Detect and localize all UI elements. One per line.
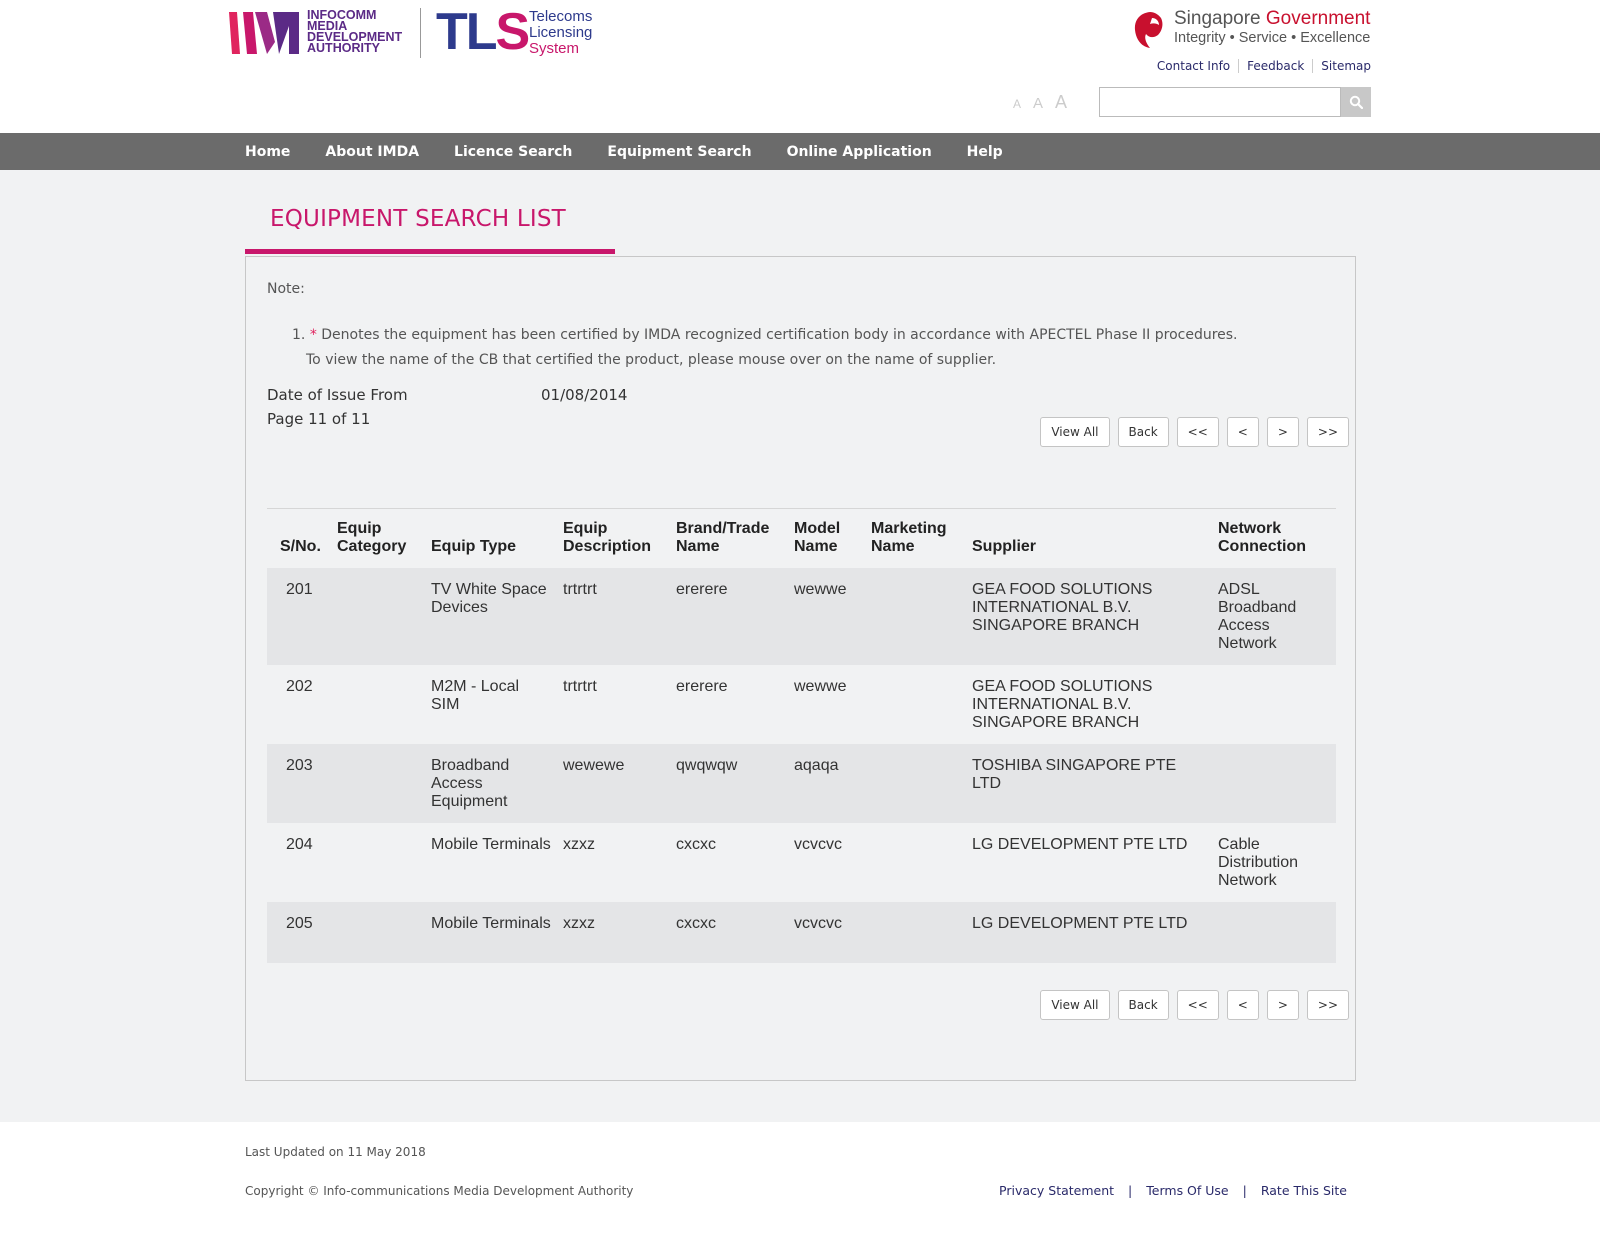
cell-category [331,823,425,902]
font-medium-button[interactable]: A [1033,95,1044,112]
nav-home[interactable]: Home [245,143,291,160]
nav-help[interactable]: Help [966,143,1003,160]
view-all-button[interactable]: View All [1040,417,1109,447]
cell-description: trtrtrt [557,568,670,665]
cell-type: M2M - Local SIM [425,665,557,744]
note-line-2: To view the name of the CB that certified the product, please mouse over on the name of supplier. [306,352,997,368]
cell-network: Cable Distribution Network [1212,823,1336,902]
tls-word-3: System [529,40,580,57]
pager-bottom [1040,990,1349,1020]
table-header-row [267,509,1336,569]
nav-about-imda[interactable]: About IMDA [325,143,420,160]
cell-description: xzxz [557,823,670,902]
search-icon [1349,95,1363,109]
singapore-government-logo[interactable] [1132,8,1372,52]
cell-sno: 202 [267,665,331,744]
date-issue-value: 01/08/2014 [541,386,628,404]
col-model-name[interactable]: Model Name [788,509,865,569]
cell-network [1212,902,1336,963]
site-footer [0,1122,1600,1236]
cell-type: Mobile Terminals [425,902,557,963]
table-row [267,823,1336,902]
cell-type: Mobile Terminals [425,823,557,902]
pager-top [1040,417,1349,447]
cell-category [331,665,425,744]
privacy-statement-link[interactable]: Privacy Statement [999,1183,1115,1198]
last-page-button[interactable]: >> [1307,417,1349,447]
cell-category [331,568,425,665]
back-button[interactable]: Back [1118,990,1169,1020]
lion-head-icon [1132,10,1166,50]
table-row [267,568,1336,665]
cell-description: trtrtrt [557,665,670,744]
cell-model: wewwe [788,568,865,665]
cell-brand: qwqwqw [670,744,788,823]
note-number: 1. [292,327,306,343]
page-info: Page 11 of 11 [267,410,371,428]
tls-wordmark: TLS [436,3,529,61]
cell-supplier[interactable]: TOSHIBA SINGAPORE PTE LTD [966,744,1212,823]
prev-page-button[interactable]: < [1227,990,1259,1020]
table-row [267,902,1336,963]
imda-mark-icon [229,12,299,54]
tls-word-1: Telecoms [529,8,593,25]
col-equip-description[interactable]: Equip Description [557,509,670,569]
table-row [267,665,1336,744]
note-line-1: Denotes the equipment has been certified by IMDA recognized certification body in accordance with APECTEL Phase II procedures. [316,327,1238,343]
cell-category [331,902,425,963]
imda-word-1: INFOCOMM [307,8,377,22]
col-marketing-name[interactable]: Marketing Name [865,509,966,569]
note-label: Note: [267,281,305,297]
sg-motto: Integrity • Service • Excellence [1174,30,1371,46]
cell-supplier[interactable]: GEA FOOD SOLUTIONS INTERNATIONAL B.V. SINGAPORE BRANCH [966,568,1212,665]
first-page-button[interactable]: << [1177,417,1219,447]
col-equip-category[interactable]: Equip Category [331,509,425,569]
nav-licence-search[interactable]: Licence Search [454,143,573,160]
rate-this-site-link[interactable]: Rate This Site [1260,1183,1347,1198]
col-equip-type[interactable]: Equip Type [425,509,557,569]
col-sno[interactable]: S/No. [267,509,331,569]
footer-links [999,1183,1347,1198]
prev-page-button[interactable]: < [1227,417,1259,447]
cell-brand: ererere [670,568,788,665]
nav-equipment-search[interactable]: Equipment Search [607,143,752,160]
logo-divider [420,8,421,58]
title-underline [245,249,615,254]
imda-word-3: DEVELOPMENT [307,30,403,44]
cell-type: TV White Space Devices [425,568,557,665]
cell-marketing [865,665,966,744]
sg-word-government: Government [1265,8,1371,29]
cell-supplier[interactable]: LG DEVELOPMENT PTE LTD [966,902,1212,963]
certified-star: * [309,327,317,343]
cell-sno: 203 [267,744,331,823]
results-panel [245,256,1356,1081]
imda-word-4: AUTHORITY [307,41,380,55]
site-header [0,0,1600,133]
note-item [292,323,1238,373]
cell-sno: 204 [267,823,331,902]
col-supplier[interactable]: Supplier [966,509,1212,569]
terms-of-use-link[interactable]: Terms Of Use [1146,1183,1229,1198]
view-all-button[interactable]: View All [1040,990,1109,1020]
next-page-button[interactable]: > [1267,990,1299,1020]
copyright: Copyright © Info-communications Media Development Authority [245,1184,634,1198]
tls-word-2: Licensing [529,24,593,41]
cell-network: ADSL Broadband Access Network [1212,568,1336,665]
first-page-button[interactable]: << [1177,990,1219,1020]
imda-logo[interactable] [229,8,403,56]
cell-brand: ererere [670,665,788,744]
cell-supplier[interactable]: GEA FOOD SOLUTIONS INTERNATIONAL B.V. SINGAPORE BRANCH [966,665,1212,744]
cell-model: vcvcvc [788,902,865,963]
cell-category [331,744,425,823]
cell-description: wewewe [557,744,670,823]
cell-sno: 205 [267,902,331,963]
cell-brand: cxcxc [670,823,788,902]
last-updated: Last Updated on 11 May 2018 [245,1145,426,1159]
cell-marketing [865,744,966,823]
search-button[interactable] [1341,87,1371,117]
page-title: EQUIPMENT SEARCH LIST [270,206,566,232]
footer-separator: | [1128,1183,1133,1198]
search-input[interactable] [1099,87,1341,117]
next-page-button[interactable]: > [1267,417,1299,447]
cell-marketing [865,823,966,902]
col-brand-trade-name[interactable]: Brand/Trade Name [670,509,788,569]
feedback-link[interactable]: Feedback [1238,59,1312,73]
col-network-connection[interactable]: Network Connection [1212,509,1336,569]
cell-network [1212,744,1336,823]
cell-model: wewwe [788,665,865,744]
footer-separator: | [1242,1183,1247,1198]
main-content [0,170,1600,1122]
main-nav [0,133,1600,170]
cell-brand: cxcxc [670,902,788,963]
cell-marketing [865,568,966,665]
cell-network [1212,665,1336,744]
font-size-controls [1013,92,1067,113]
back-button[interactable]: Back [1118,417,1169,447]
cell-model: vcvcvc [788,823,865,902]
nav-online-application[interactable]: Online Application [786,143,932,160]
cell-sno: 201 [267,568,331,665]
contact-info-link[interactable]: Contact Info [1156,59,1231,73]
imda-word-2: MEDIA [307,19,348,33]
date-issue-label: Date of Issue From [267,386,408,404]
cell-supplier[interactable]: LG DEVELOPMENT PTE LTD [966,823,1212,902]
cell-type: Broadband Access Equipment [425,744,557,823]
cell-description: xzxz [557,902,670,963]
cell-marketing [865,902,966,963]
search-meta [267,386,627,434]
equipment-table [267,508,1336,963]
utility-links [1149,59,1371,73]
sitemap-link[interactable]: Sitemap [1312,59,1371,73]
font-large-button[interactable]: A [1055,92,1068,112]
last-page-button[interactable]: >> [1307,990,1349,1020]
table-row [267,744,1336,823]
sg-word-singapore: Singapore [1174,8,1261,29]
cell-model: aqaqa [788,744,865,823]
font-small-button[interactable]: A [1013,97,1022,111]
